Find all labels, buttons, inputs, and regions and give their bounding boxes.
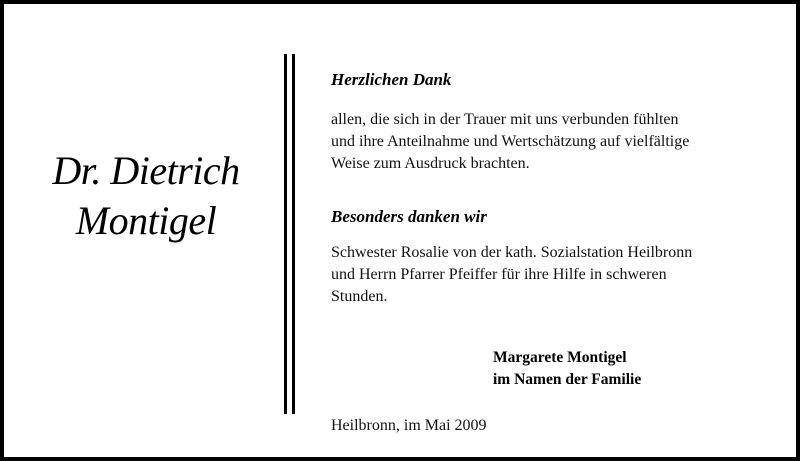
signature-name: Margarete Montigel bbox=[493, 349, 627, 366]
paragraph-line: Stunden. bbox=[331, 288, 388, 305]
paragraph-line: und ihre Anteilnahme und Wertschätzung auf vielfältige bbox=[331, 133, 690, 150]
name-line-2: Montigel bbox=[75, 198, 217, 243]
special-thanks-paragraph bbox=[331, 242, 781, 308]
special-thanks-heading: Besonders danken wir bbox=[331, 207, 487, 226]
paragraph-line: und Herrn Pfarrer Pfeiffer für ihre Hilfe in schweren bbox=[331, 266, 667, 283]
thanks-heading: Herzlichen Dank bbox=[331, 70, 452, 89]
name-line-1: Dr. Dietrich bbox=[52, 148, 240, 193]
paragraph-line: Schwester Rosalie von der kath. Sozialstation Heilbronn bbox=[331, 244, 693, 261]
divider-line-right bbox=[292, 54, 295, 414]
paragraph-line: Weise zum Ausdruck brachten. bbox=[331, 155, 530, 172]
place-date: Heilbronn, im Mai 2009 bbox=[331, 417, 487, 434]
signature bbox=[493, 347, 641, 391]
paragraph-line: allen, die sich in der Trauer mit uns verbunden fühlten bbox=[331, 111, 679, 128]
deceased-name bbox=[26, 146, 266, 246]
divider-line-left bbox=[284, 54, 287, 414]
signature-note: im Namen der Familie bbox=[493, 371, 642, 388]
thanks-paragraph bbox=[331, 109, 781, 175]
